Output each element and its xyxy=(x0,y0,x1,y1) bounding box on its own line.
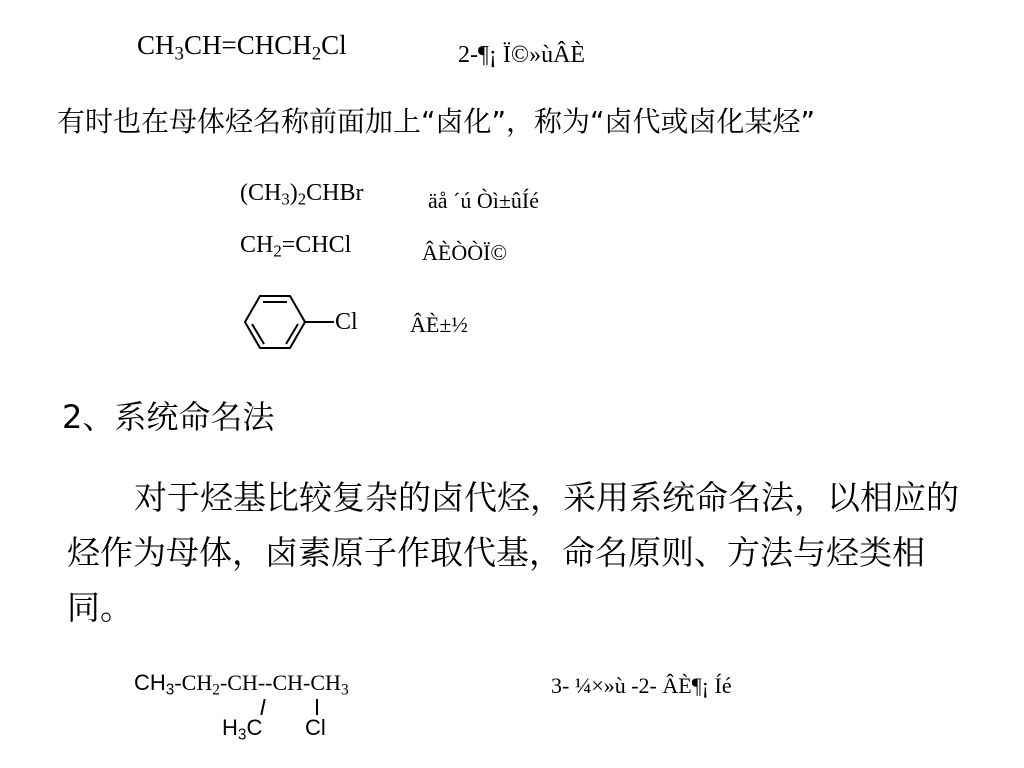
paragraph-text: 对于烃基比较复杂的卤代烃，采用系统命名法，以相应的烃作为母体，卤素原子作取代基，命名原则、方法与烃类相同。 xyxy=(67,478,959,627)
benzene-ring-icon xyxy=(242,293,342,351)
body-paragraph xyxy=(67,470,967,635)
chloro-branch: Cl xyxy=(305,715,326,740)
formula-name-3: ÂÈÒÒÏ© xyxy=(422,240,508,265)
formula-vinyl-chloride: $CH_2=CHCl$ xyxy=(240,232,352,261)
branch-bond-methyl xyxy=(260,699,265,715)
section-heading: 2、系统命名法 xyxy=(62,398,275,436)
formula-isopropyl-bromide: $(CH_3)_2CHBr$ xyxy=(240,180,364,209)
note-text: 有时也在母体烃名称前面加上“卤化”，称为“卤代或卤化某烃” xyxy=(57,105,816,138)
formula-chloro-butene: $CH_3CH=CHCH_2Cl$ xyxy=(137,30,347,65)
formula-name-1: 2-¶¡ Ï©»ùÂÈ xyxy=(458,42,586,68)
formula-name-2: äå ´ú Òì±ûÍé xyxy=(428,188,540,213)
formula-methyl-chlorobutane: $CH_3-CH_2-CH--CH-CH_3$ xyxy=(134,670,349,699)
branch-bond-chloro xyxy=(316,699,318,715)
chloro-substituent: Cl xyxy=(335,309,358,335)
formula-name-4: ÂÈ±½ xyxy=(410,312,468,337)
formula-name-5: 3- ¼×»ù -2- ÂÈ¶¡ Íé xyxy=(551,673,732,698)
methyl-branch: $H_3C$ xyxy=(222,715,263,744)
